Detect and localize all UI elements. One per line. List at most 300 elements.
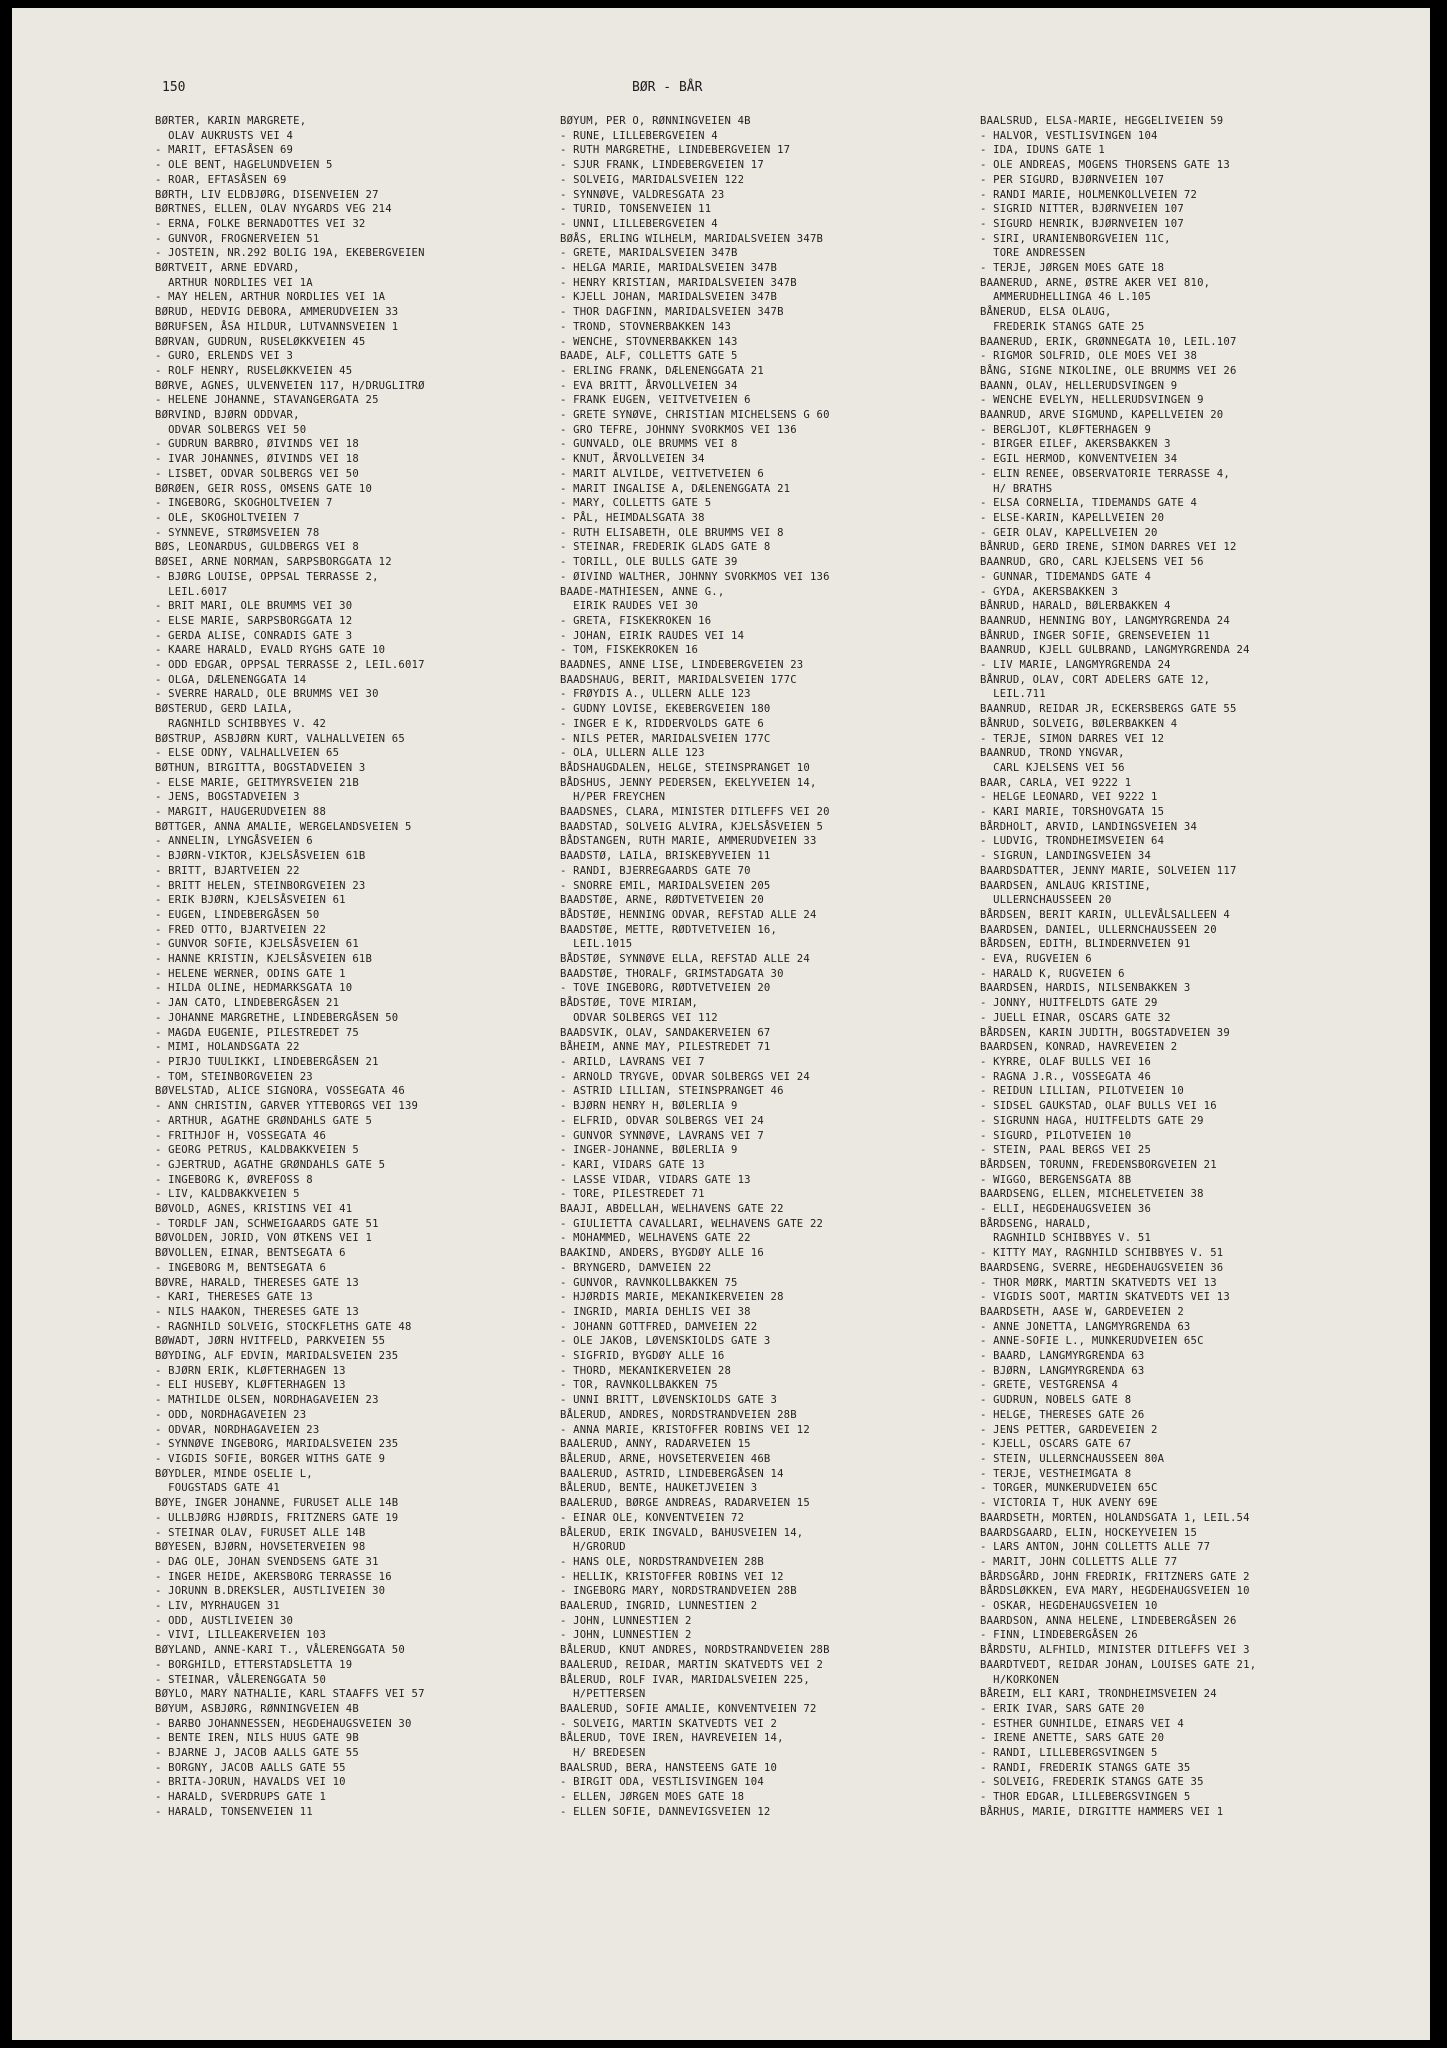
directory-entry: - ELSE MARIE, SARPSBORGGATA 12 xyxy=(155,614,353,627)
directory-entry: - FINN, LINDEBERGÅSEN 26 xyxy=(980,1629,1138,1642)
directory-entry: H/PER FREYCHEN xyxy=(560,791,666,804)
directory-entry: BØSTERUD, GERD LAILA, xyxy=(155,703,294,716)
directory-entry: - GUDNY LOVISE, EKEBERGVEIEN 180 xyxy=(560,703,771,716)
directory-entry: - GEORG PETRUS, KALDBAKKVEIEN 5 xyxy=(155,1144,359,1157)
directory-entry: - WENCHE, STOVNERBAKKEN 143 xyxy=(560,335,738,348)
directory-entry: - LIV, MYRHAUGEN 31 xyxy=(155,1600,280,1613)
directory-entry: - ESTHER GUNHILDE, EINARS VEI 4 xyxy=(980,1717,1184,1730)
directory-entry: - HELGE, THERESES GATE 26 xyxy=(980,1408,1145,1421)
directory-entry: - ROAR, EFTASÅSEN 69 xyxy=(155,173,287,186)
directory-entry: BÅNERUD, ELSA OLAUG, xyxy=(980,306,1112,319)
directory-entry: BØRTNES, ELLEN, OLAV NYGARDS VEG 214 xyxy=(155,203,392,216)
directory-entry: - NILS HAAKON, THERESES GATE 13 xyxy=(155,1305,359,1318)
directory-entry: BÅNRUD, SOLVEIG, BØLERBAKKEN 4 xyxy=(980,717,1178,730)
directory-entry: BAAR, CARLA, VEI 9222 1 xyxy=(980,776,1132,789)
directory-entry: BØVRE, HARALD, THERESES GATE 13 xyxy=(155,1276,359,1289)
directory-entry: BØS, LEONARDUS, GULDBERGS VEI 8 xyxy=(155,541,359,554)
directory-entry: - TROND, STOVNERBAKKEN 143 xyxy=(560,320,732,333)
directory-entry: - ASTRID LILLIAN, STEINSPRANGET 46 xyxy=(560,1085,784,1098)
directory-entry: OLAV AUKRUSTS VEI 4 xyxy=(155,129,294,142)
directory-entry: - RAGNHILD SOLVEIG, STOCKFLETHS GATE 48 xyxy=(155,1320,412,1333)
directory-entry: BØÅS, ERLING WILHELM, MARIDALSVEIEN 347B xyxy=(560,232,824,245)
directory-entry: - JENS, BOGSTADVEIEN 3 xyxy=(155,791,300,804)
directory-entry: BÅNRUD, HARALD, BØLERBAKKEN 4 xyxy=(980,600,1171,613)
directory-entry: - SNORRE EMIL, MARIDALSVEIEN 205 xyxy=(560,879,771,892)
directory-entry: - ERIK BJØRN, KJELSÅSVEIEN 61 xyxy=(155,894,346,907)
directory-entry: BAANRUD, KJELL GULBRAND, LANGMYRGRENDA 24 xyxy=(980,644,1250,657)
directory-entry: BÅLERUD, ARNE, HOVSETERVEIEN 46B xyxy=(560,1452,771,1465)
directory-entry: - ELSE-KARIN, KAPELLVEIEN 20 xyxy=(980,511,1165,524)
directory-entry: BØRØEN, GEIR ROSS, OMSENS GATE 10 xyxy=(155,482,373,495)
directory-entry: - DAG OLE, JOHAN SVENDSENS GATE 31 xyxy=(155,1555,379,1568)
directory-entry: - MARIT, JOHN COLLETTS ALLE 77 xyxy=(980,1555,1178,1568)
directory-entry: - BRITT HELEN, STEINBORGVEIEN 23 xyxy=(155,879,366,892)
directory-entry: BÅNRUD, GERD IRENE, SIMON DARRES VEI 12 xyxy=(980,541,1237,554)
directory-entry: BÅDSHUS, JENNY PEDERSEN, EKELYVEIEN 14, xyxy=(560,776,817,789)
directory-entry: - OLE ANDREAS, MOGENS THORSENS GATE 13 xyxy=(980,159,1230,172)
directory-entry: BAARDSDATTER, JENNY MARIE, SOLVEIEN 117 xyxy=(980,864,1237,877)
directory-entry: - BAARD, LANGMYRGRENDA 63 xyxy=(980,1350,1145,1363)
directory-entry: - HELENE WERNER, ODINS GATE 1 xyxy=(155,967,346,980)
directory-entry: - LARS ANTON, JOHN COLLETTS ALLE 77 xyxy=(980,1541,1211,1554)
directory-entry: BAAKIND, ANDERS, BYGDØY ALLE 16 xyxy=(560,1247,764,1260)
directory-entry: BÅRDSTU, ALFHILD, MINISTER DITLEFFS VEI 3 xyxy=(980,1644,1250,1657)
directory-entry: BØWADT, JØRN HVITFELD, PARKVEIEN 55 xyxy=(155,1335,386,1348)
directory-entry: BØRVIND, BJØRN ODDVAR, xyxy=(155,409,300,422)
directory-entry: - WENCHE EVELYN, HELLERUDSVINGEN 9 xyxy=(980,394,1204,407)
directory-entry: - KNUT, ÅRVOLLVEIEN 34 xyxy=(560,453,705,466)
directory-entry: - HELGA MARIE, MARIDALSVEIEN 347B xyxy=(560,262,778,275)
directory-entry: - ULLBJØRG HJØRDIS, FRITZNERS GATE 19 xyxy=(155,1511,399,1524)
directory-entry: - STEIN, ULLERNCHAUSSEEN 80A xyxy=(980,1452,1165,1465)
directory-entry: - THOR EDGAR, LILLEBERGSVINGEN 5 xyxy=(980,1791,1191,1804)
directory-entry: - BIRGIT ODA, VESTLISVINGEN 104 xyxy=(560,1776,764,1789)
directory-entry: BÅRDSEN, TORUNN, FREDENSBORGVEIEN 21 xyxy=(980,1158,1217,1171)
directory-entry: BAANERUD, ERIK, GRØNNEGATA 10, LEIL.107 xyxy=(980,335,1237,348)
directory-entry: - HARALD, TONSENVEIEN 11 xyxy=(155,1805,313,1818)
directory-entry: BØYLO, MARY NATHALIE, KARL STAAFFS VEI 57 xyxy=(155,1688,425,1701)
directory-entry: - ROLF HENRY, RUSELØKKVEIEN 45 xyxy=(155,364,353,377)
directory-entry: - GUNVOR, RAVNKOLLBAKKEN 75 xyxy=(560,1276,738,1289)
directory-entry: - LIV MARIE, LANGMYRGRENDA 24 xyxy=(980,659,1171,672)
directory-entry: BÅHEIM, ANNE MAY, PILESTREDET 71 xyxy=(560,1041,771,1054)
directory-entry: - HELENE JOHANNE, STAVANGERGATA 25 xyxy=(155,394,379,407)
directory-entry: BØTTGER, ANNA AMALIE, WERGELANDSVEIEN 5 xyxy=(155,820,412,833)
directory-entry: - RIGMOR SOLFRID, OLE MOES VEI 38 xyxy=(980,350,1198,363)
directory-entry: - KARI MARIE, TORSHOVGATA 15 xyxy=(980,806,1165,819)
column-1 xyxy=(155,114,573,1820)
directory-entry: BÅRDSGÅRD, JOHN FREDRIK, FRITZNERS GATE 2 xyxy=(980,1570,1250,1583)
directory-entry: - MARGIT, HAUGERUDVEIEN 88 xyxy=(155,806,327,819)
directory-entry: - GRO TEFRE, JOHNNY SVORKMOS VEI 136 xyxy=(560,423,797,436)
directory-entry: BÅRDSEN, BERIT KARIN, ULLEVÅLSALLEEN 4 xyxy=(980,908,1230,921)
directory-entry: - STEINAR OLAV, FURUSET ALLE 14B xyxy=(155,1526,366,1539)
directory-entry: BÅRDSLØKKEN, EVA MARY, HEGDEHAUGSVEIEN 10 xyxy=(980,1585,1250,1598)
directory-entry: - LIV, KALDBAKKVEIEN 5 xyxy=(155,1188,300,1201)
directory-entry: BAARDSEN, HARDIS, NILSENBAKKEN 3 xyxy=(980,982,1191,995)
directory-entry: - BJØRN, LANGMYRGRENDA 63 xyxy=(980,1364,1145,1377)
directory-entry: - ELLEN SOFIE, DANNEVIGSVEIEN 12 xyxy=(560,1805,771,1818)
directory-entry: - OLA, ULLERN ALLE 123 xyxy=(560,747,705,760)
directory-entry: BAADSTØ, LAILA, BRISKEBYVEIEN 11 xyxy=(560,850,771,863)
directory-entry: BØRVAN, GUDRUN, RUSELØKKVEIEN 45 xyxy=(155,335,366,348)
directory-entry: ODVAR SOLBERGS VEI 112 xyxy=(560,1011,718,1024)
directory-entry: - GUNNAR, TIDEMANDS GATE 4 xyxy=(980,570,1152,583)
directory-entry: - REIDUN LILLIAN, PILOTVEIEN 10 xyxy=(980,1085,1184,1098)
directory-entry: BAARDSENG, SVERRE, HEGDEHAUGSVEIEN 36 xyxy=(980,1261,1224,1274)
directory-entry: BØRTVEIT, ARNE EDVARD, xyxy=(155,262,300,275)
directory-entry: - THORD, MEKANIKERVEIEN 28 xyxy=(560,1364,732,1377)
directory-entry: - OLE JAKOB, LØVENSKIOLDS GATE 3 xyxy=(560,1335,771,1348)
directory-entry: - ANNELIN, LYNGÅSVEIEN 6 xyxy=(155,835,313,848)
directory-entry: BAANN, OLAV, HELLERUDSVINGEN 9 xyxy=(980,379,1178,392)
directory-entry: - RANDI MARIE, HOLMENKOLLVEIEN 72 xyxy=(980,188,1198,201)
directory-entry: BØYUM, ASBJØRG, RØNNINGVEIEN 4B xyxy=(155,1702,359,1715)
directory-entry: - BJARNE J, JACOB AALLS GATE 55 xyxy=(155,1747,359,1760)
directory-entry: BAALSRUD, ELSA-MARIE, HEGGELIVEIEN 59 xyxy=(980,115,1224,127)
directory-entry: LEIL.6017 xyxy=(155,585,228,598)
directory-entry: - JAN CATO, LINDEBERGÅSEN 21 xyxy=(155,997,340,1010)
directory-entry: BÅREIM, ELI KARI, TRONDHEIMSVEIEN 24 xyxy=(980,1688,1217,1701)
directory-entry: BAARDSEN, KONRAD, HAVREVEIEN 2 xyxy=(980,1041,1178,1054)
directory-entry: - ELFRID, ODVAR SOLBERGS VEI 24 xyxy=(560,1114,764,1127)
directory-entry: BÅRDSEN, EDITH, BLINDERNVEIEN 91 xyxy=(980,938,1191,951)
directory-entry: BAALERUD, SOFIE AMALIE, KONVENTVEIEN 72 xyxy=(560,1702,817,1715)
directory-entry: - RUNE, LILLEBERGVEIEN 4 xyxy=(560,129,718,142)
directory-entry: - HANNE KRISTIN, KJELSÅSVEIEN 61B xyxy=(155,953,373,966)
directory-entry: - ANNE JONETTA, LANGMYRGRENDA 63 xyxy=(980,1320,1191,1333)
directory-entry: - PIRJO TUULIKKI, LINDEBERGÅSEN 21 xyxy=(155,1056,379,1068)
directory-entry: - LASSE VIDAR, VIDARS GATE 13 xyxy=(560,1173,751,1186)
directory-entry: - EGIL HERMOD, KONVENTVEIEN 34 xyxy=(980,453,1178,466)
directory-entry: - HALVOR, VESTLISVINGEN 104 xyxy=(980,129,1158,142)
directory-entry: - IDA, IDUNS GATE 1 xyxy=(980,144,1105,157)
directory-entry: - EUGEN, LINDEBERGÅSEN 50 xyxy=(155,908,320,921)
directory-entry: - BERGLJOT, KLØFTERHAGEN 9 xyxy=(980,423,1152,436)
directory-entry: BÅLERUD, ANDRES, NORDSTRANDVEIEN 28B xyxy=(560,1408,797,1421)
directory-entry: - ANNE-SOFIE L., MUNKERUDVEIEN 65C xyxy=(980,1335,1204,1348)
directory-entry: BÅRHUS, MARIE, DIRGITTE HAMMERS VEI 1 xyxy=(980,1805,1224,1818)
directory-entry: BØYE, INGER JOHANNE, FURUSET ALLE 14B xyxy=(155,1497,399,1510)
directory-entry: - GYDA, AKERSBAKKEN 3 xyxy=(980,585,1119,598)
directory-entry: - HELGE LEONARD, VEI 9222 1 xyxy=(980,791,1158,804)
directory-entry: BØTHUN, BIRGITTA, BOGSTADVEIEN 3 xyxy=(155,761,366,774)
directory-entry: BÅLERUD, TOVE IREN, HAVREVEIEN 14, xyxy=(560,1732,784,1745)
directory-entry: RAGNHILD SCHIBBYES V. 42 xyxy=(155,717,327,730)
directory-entry: BAANRUD, GRO, CARL KJELSENS VEI 56 xyxy=(980,556,1204,569)
directory-entry: RAGNHILD SCHIBBYES V. 51 xyxy=(980,1232,1152,1245)
directory-entry: - GUNVALD, OLE BRUMMS VEI 8 xyxy=(560,438,738,451)
directory-entry: - THOR MØRK, MARTIN SKATVEDTS VEI 13 xyxy=(980,1276,1217,1289)
directory-entry: - ODD, NORDHAGAVEIEN 23 xyxy=(155,1408,307,1421)
directory-entry: - HANS OLE, NORDSTRANDVEIEN 28B xyxy=(560,1555,764,1568)
directory-entry: ODVAR SOLBERGS VEI 50 xyxy=(155,423,307,436)
directory-entry: BÅLERUD, ROLF IVAR, MARIDALSVEIEN 225, xyxy=(560,1673,810,1686)
directory-entry: - KJELL, OSCARS GATE 67 xyxy=(980,1438,1132,1451)
directory-entry: - TERJE, JØRGEN MOES GATE 18 xyxy=(980,262,1165,275)
directory-entry: - ARNOLD TRYGVE, ODVAR SOLBERGS VEI 24 xyxy=(560,1070,810,1083)
directory-entry: - ELI HUSEBY, KLØFTERHAGEN 13 xyxy=(155,1379,346,1392)
directory-entry: - IVAR JOHANNES, ØIVINDS VEI 18 xyxy=(155,453,359,466)
directory-entry: - BORGNY, JACOB AALLS GATE 55 xyxy=(155,1761,346,1774)
directory-entry: - ERLING FRANK, DÆLENENGGATA 21 xyxy=(560,364,764,377)
directory-entry: - JUELL EINAR, OSCARS GATE 32 xyxy=(980,1011,1171,1024)
directory-entry: - JOHANN GOTTFRED, DAMVEIEN 22 xyxy=(560,1320,758,1333)
directory-entry: BÅRDHOLT, ARVID, LANDINGSVEIEN 34 xyxy=(980,820,1198,833)
directory-entry: - SOLVEIG, MARIDALSVEIEN 122 xyxy=(560,173,745,186)
directory-entry: H/KORKONEN xyxy=(980,1673,1059,1686)
directory-entry: - TORGER, MUNKERUDVEIEN 65C xyxy=(980,1482,1158,1495)
directory-entry: - INGEBORG M, BENTSEGATA 6 xyxy=(155,1261,327,1274)
directory-entry: - JONNY, HUITFELDTS GATE 29 xyxy=(980,997,1158,1010)
directory-entry: - BRIT MARI, OLE BRUMMS VEI 30 xyxy=(155,600,353,613)
directory-entry: - GRETE, VESTGRENSA 4 xyxy=(980,1379,1119,1392)
directory-entry: - SOLVEIG, MARTIN SKATVEDTS VEI 2 xyxy=(560,1717,778,1730)
directory-entry: - GUDRUN BARBRO, ØIVINDS VEI 18 xyxy=(155,438,359,451)
directory-entry: - MAY HELEN, ARTHUR NORDLIES VEI 1A xyxy=(155,291,386,304)
directory-entry: - SIGURD HENRIK, BJØRNVEIEN 107 xyxy=(980,217,1184,230)
directory-entry: - KARI, VIDARS GATE 13 xyxy=(560,1158,705,1171)
directory-entry: - GUNVOR SYNNØVE, LAVRANS VEI 7 xyxy=(560,1129,764,1142)
directory-entry: - INGEBORG K, ØVREFOSS 8 xyxy=(155,1173,313,1186)
directory-entry: - BORGHILD, ETTERSTADSLETTA 19 xyxy=(155,1658,353,1671)
directory-entry: - GRETA, FISKEKROKEN 16 xyxy=(560,614,712,627)
directory-entry: - BJØRN HENRY H, BØLERLIA 9 xyxy=(560,1100,738,1113)
directory-entry: - RANDI, BJERREGAARDS GATE 70 xyxy=(560,864,751,877)
directory-entry: - SYNNEVE, STRØMSVEIEN 78 xyxy=(155,526,320,539)
directory-entry: - ODVAR, NORDHAGAVEIEN 23 xyxy=(155,1423,320,1436)
directory-entry: - BRITA-JORUN, HAVALDS VEI 10 xyxy=(155,1776,346,1789)
directory-entry: - HELLIK, KRISTOFFER ROBINS VEI 12 xyxy=(560,1570,784,1583)
directory-entry: - FRØYDIS A., ULLERN ALLE 123 xyxy=(560,688,751,701)
directory-entry: - TORDLF JAN, SCHWEIGAARDS GATE 51 xyxy=(155,1217,379,1230)
directory-entry: AMMERUDHELLINGA 46 L.105 xyxy=(980,291,1152,304)
directory-entry: - NILS PETER, MARIDALSVEIEN 177C xyxy=(560,732,771,745)
directory-entry: - TORILL, OLE BULLS GATE 39 xyxy=(560,556,738,569)
directory-entry: - VIGDIS SOOT, MARTIN SKATVEDTS VEI 13 xyxy=(980,1291,1230,1304)
directory-entry: BAADSNES, CLARA, MINISTER DITLEFFS VEI 20 xyxy=(560,806,830,819)
directory-entry: - WIGGO, BERGENSGATA 8B xyxy=(980,1173,1132,1186)
directory-entry: - OLE BENT, HAGELUNDVEIEN 5 xyxy=(155,159,333,172)
directory-entry: - VIGDIS SOFIE, BORGER WITHS GATE 9 xyxy=(155,1452,386,1465)
column-3 xyxy=(980,114,1398,1820)
directory-entry: BÅNRUD, INGER SOFIE, GRENSEVEIEN 11 xyxy=(980,629,1211,642)
directory-entry: - SYNNØVE, VALDRESGATA 23 xyxy=(560,188,725,201)
directory-entry: - BJØRN ERIK, KLØFTERHAGEN 13 xyxy=(155,1364,346,1377)
directory-entry: BAADSHAUG, BERIT, MARIDALSVEIEN 177C xyxy=(560,673,797,686)
directory-entry: BØVOLD, AGNES, KRISTINS VEI 41 xyxy=(155,1203,353,1216)
directory-entry: - EVA, RUGVEIEN 6 xyxy=(980,953,1092,966)
directory-entry: - STEINAR, FREDERIK GLADS GATE 8 xyxy=(560,541,771,554)
directory-entry: - SIDSEL GAUKSTAD, OLAF BULLS VEI 16 xyxy=(980,1100,1217,1113)
directory-entry: BAALSRUD, BERA, HANSTEENS GATE 10 xyxy=(560,1761,778,1774)
directory-entry: - MARIT, EFTASÅSEN 69 xyxy=(155,144,294,157)
directory-page xyxy=(12,8,1430,2040)
directory-entry: - BJØRG LOUISE, OPPSAL TERRASSE 2, xyxy=(155,570,379,583)
directory-entry: BAALERUD, ASTRID, LINDEBERGÅSEN 14 xyxy=(560,1467,784,1480)
directory-entry: - GJERTRUD, AGATHE GRØNDAHLS GATE 5 xyxy=(155,1158,386,1171)
directory-entry: - ØIVIND WALTHER, JOHNNY SVORKMOS VEI 136 xyxy=(560,570,830,583)
directory-entry: BÅLERUD, ERIK INGVALD, BAHUSVEIEN 14, xyxy=(560,1526,804,1539)
directory-entry: BØRTER, KARIN MARGRETE, xyxy=(155,115,307,127)
directory-entry: - ELSE MARIE, GEITMYRSVEIEN 21B xyxy=(155,776,359,789)
directory-entry: - ANNA MARIE, KRISTOFFER ROBINS VEI 12 xyxy=(560,1423,810,1436)
directory-entry: BØRTH, LIV ELDBJØRG, DISENVEIEN 27 xyxy=(155,188,379,201)
directory-entry: BAANRUD, HENNING BOY, LANGMYRGRENDA 24 xyxy=(980,614,1230,627)
directory-entry: BAANRUD, ARVE SIGMUND, KAPELLVEIEN 20 xyxy=(980,409,1224,422)
directory-entry: BAALERUD, REIDAR, MARTIN SKATVEDTS VEI 2 xyxy=(560,1658,824,1671)
directory-entry: BØYESEN, BJØRN, HOVSETERVEIEN 98 xyxy=(155,1541,366,1554)
directory-entry: BÅRDSEN, KARIN JUDITH, BOGSTADVEIEN 39 xyxy=(980,1026,1230,1039)
directory-entry: LEIL.711 xyxy=(980,688,1046,701)
directory-entry: BÅDSTANGEN, RUTH MARIE, AMMERUDVEIEN 33 xyxy=(560,835,817,848)
directory-entry: - HILDA OLINE, HEDMARKSGATA 10 xyxy=(155,982,353,995)
directory-entry: - TOM, FISKEKROKEN 16 xyxy=(560,644,699,657)
directory-entry: - INGEBORG MARY, NORDSTRANDVEIEN 28B xyxy=(560,1585,797,1598)
directory-entry: - STEINAR, VÅLERENGGATA 50 xyxy=(155,1673,327,1686)
directory-entry: BAARDSGAARD, ELIN, HOCKEYVEIEN 15 xyxy=(980,1526,1198,1539)
directory-entry: - TERJE, SIMON DARRES VEI 12 xyxy=(980,732,1165,745)
directory-entry: - GRETE SYNØVE, CHRISTIAN MICHELSENS G 60 xyxy=(560,409,830,422)
directory-entry: - ERIK IVAR, SARS GATE 20 xyxy=(980,1702,1145,1715)
directory-entry: BAANRUD, REIDAR JR, ECKERSBERGS GATE 55 xyxy=(980,703,1237,716)
directory-entry: - MIMI, HOLANDSGATA 22 xyxy=(155,1041,300,1054)
directory-entry: BAADSTØE, METTE, RØDTVETVEIEN 16, xyxy=(560,923,778,936)
directory-entry: CARL KJELSENS VEI 56 xyxy=(980,761,1125,774)
directory-entry: BAARDSENG, ELLEN, MICHELETVEIEN 38 xyxy=(980,1188,1204,1201)
directory-entry: - SIGRUNN HAGA, HUITFELDTS GATE 29 xyxy=(980,1114,1204,1127)
directory-entry: - INGER E K, RIDDERVOLDS GATE 6 xyxy=(560,717,764,730)
directory-entry: - VIVI, LILLEAKERVEIEN 103 xyxy=(155,1629,327,1642)
directory-entry: - RANDI, LILLEBERGSVINGEN 5 xyxy=(980,1747,1158,1760)
directory-entry: - TORE, PILESTREDET 71 xyxy=(560,1188,705,1201)
directory-entry: - ELLEN, JØRGEN MOES GATE 18 xyxy=(560,1791,745,1804)
directory-entry: - SJUR FRANK, LINDEBERGVEIEN 17 xyxy=(560,159,764,172)
directory-entry: - SIGRID NITTER, BJØRNVEIEN 107 xyxy=(980,203,1184,216)
directory-entry: - HARALD K, RUGVEIEN 6 xyxy=(980,967,1125,980)
directory-entry: - ELSE ODNY, VALHALLVEIEN 65 xyxy=(155,747,340,760)
directory-entry: BAAJI, ABDELLAH, WELHAVENS GATE 22 xyxy=(560,1203,784,1216)
directory-entry: BAARDSEN, DANIEL, ULLERNCHAUSSEEN 20 xyxy=(980,923,1217,936)
directory-entry: - ODD, AUSTLIVEIEN 30 xyxy=(155,1614,294,1627)
directory-entry: - HENRY KRISTIAN, MARIDALSVEIEN 347B xyxy=(560,276,797,289)
directory-entry: - KYRRE, OLAF BULLS VEI 16 xyxy=(980,1056,1152,1068)
directory-entry: - KITTY MAY, RAGNHILD SCHIBBYES V. 51 xyxy=(980,1247,1224,1260)
directory-entry: ULLERNCHAUSSEEN 20 xyxy=(980,894,1112,907)
directory-entry: BAANRUD, TROND YNGVAR, xyxy=(980,747,1125,760)
page-number: 150 xyxy=(162,80,186,95)
directory-entry: - BJØRN-VIKTOR, KJELSÅSVEIEN 61B xyxy=(155,850,366,863)
directory-entry: - ARTHUR, AGATHE GRØNDAHLS GATE 5 xyxy=(155,1114,373,1127)
directory-entry: - OSKAR, HEGDEHAUGSVEIEN 10 xyxy=(980,1600,1158,1613)
directory-entry: - THOR DAGFINN, MARIDALSVEIEN 347B xyxy=(560,306,784,319)
directory-entry: - ELLI, HEGDEHAUGSVEIEN 36 xyxy=(980,1203,1152,1216)
directory-entry: - MOHAMMED, WELHAVENS GATE 22 xyxy=(560,1232,751,1245)
directory-entry: - BRYNGERD, DAMVEIEN 22 xyxy=(560,1261,712,1274)
directory-entry: BØYUM, PER O, RØNNINGVEIEN 4B xyxy=(560,115,751,127)
directory-entry: - GRETE, MARIDALSVEIEN 347B xyxy=(560,247,738,260)
directory-entry: - EVA BRITT, ÅRVOLLVEIEN 34 xyxy=(560,379,738,392)
column-2 xyxy=(560,114,978,1820)
directory-entry: - RUTH MARGRETHE, LINDEBERGVEIEN 17 xyxy=(560,144,791,157)
directory-entry: BAADSTØE, THORALF, GRIMSTADGATA 30 xyxy=(560,967,784,980)
directory-entry: BØSEI, ARNE NORMAN, SARPSBORGGATA 12 xyxy=(155,556,392,569)
directory-entry: - UNNI BRITT, LØVENSKIOLDS GATE 3 xyxy=(560,1394,778,1407)
directory-entry: - MATHILDE OLSEN, NORDHAGAVEIEN 23 xyxy=(155,1394,379,1407)
directory-entry: - GIULIETTA CAVALLARI, WELHAVENS GATE 22 xyxy=(560,1217,824,1230)
directory-entry: BØVOLLEN, EINAR, BENTSEGATA 6 xyxy=(155,1247,346,1260)
directory-entry: - FRANK EUGEN, VEITVETVEIEN 6 xyxy=(560,394,751,407)
directory-entry: - JORUNN B.DREKSLER, AUSTLIVEIEN 30 xyxy=(155,1585,386,1598)
directory-entry: - JENS PETTER, GARDEVEIEN 2 xyxy=(980,1423,1158,1436)
directory-entry: - UNNI, LILLEBERGVEIEN 4 xyxy=(560,217,718,230)
directory-entry: - SIGFRID, BYGDØY ALLE 16 xyxy=(560,1350,725,1363)
directory-entry: - ARILD, LAVRANS VEI 7 xyxy=(560,1056,705,1068)
directory-entry: BAARDTVEDT, REIDAR JOHAN, LOUISES GATE 21, xyxy=(980,1658,1257,1671)
directory-entry: BØSTRUP, ASBJØRN KURT, VALHALLVEIEN 65 xyxy=(155,732,405,745)
directory-entry: - JOHN, LUNNESTIEN 2 xyxy=(560,1614,692,1627)
directory-entry: - INGER HEIDE, AKERSBORG TERRASSE 16 xyxy=(155,1570,392,1583)
directory-entry: - EINAR OLE, KONVENTVEIEN 72 xyxy=(560,1511,745,1524)
directory-entry: - GEIR OLAV, KAPELLVEIEN 20 xyxy=(980,526,1158,539)
directory-entry: BØYDLER, MINDE OSELIE L, xyxy=(155,1467,313,1480)
directory-entry: - IRENE ANETTE, SARS GATE 20 xyxy=(980,1732,1165,1745)
directory-entry: - TOR, RAVNKOLLBAKKEN 75 xyxy=(560,1379,718,1392)
directory-entry: - HARALD, SVERDRUPS GATE 1 xyxy=(155,1791,327,1804)
directory-entry: - LUDVIG, TRONDHEIMSVEIEN 64 xyxy=(980,835,1165,848)
directory-entry: BÅNRUD, OLAV, CORT ADELERS GATE 12, xyxy=(980,673,1211,686)
directory-entry: - JOHAN, EIRIK RAUDES VEI 14 xyxy=(560,629,745,642)
directory-entry: - STEIN, PAAL BERGS VEI 25 xyxy=(980,1144,1152,1157)
directory-entry: BAADSTAD, SOLVEIG ALVIRA, KJELSÅSVEIEN 5 xyxy=(560,820,824,833)
directory-entry: BAADE-MATHIESEN, ANNE G., xyxy=(560,585,725,598)
directory-entry: - LISBET, ODVAR SOLBERGS VEI 50 xyxy=(155,467,359,480)
directory-entry: BØRUD, HEDVIG DEBORA, AMMERUDVEIEN 33 xyxy=(155,306,399,319)
directory-entry: - KAARE HARALD, EVALD RYGHS GATE 10 xyxy=(155,644,386,657)
directory-entry: BAANERUD, ARNE, ØSTRE AKER VEI 810, xyxy=(980,276,1211,289)
directory-entry: - GUNVOR SOFIE, KJELSÅSVEIEN 61 xyxy=(155,938,359,951)
directory-entry: - HJØRDIS MARIE, MEKANIKERVEIEN 28 xyxy=(560,1291,784,1304)
directory-entry: - INGEBORG, SKOGHOLTVEIEN 7 xyxy=(155,497,333,510)
directory-entry: - ODD EDGAR, OPPSAL TERRASSE 2, LEIL.6017 xyxy=(155,659,425,672)
directory-entry: BÅDSHAUGDALEN, HELGE, STEINSPRANGET 10 xyxy=(560,761,810,774)
directory-entry: TORE ANDRESSEN xyxy=(980,247,1086,260)
directory-entry: - SYNNØVE INGEBORG, MARIDALSVEIEN 235 xyxy=(155,1438,399,1451)
directory-entry: - PER SIGURD, BJØRNVEIEN 107 xyxy=(980,173,1165,186)
directory-entry: - RUTH ELISABETH, OLE BRUMMS VEI 8 xyxy=(560,526,784,539)
directory-entry: - SIRI, URANIENBORGVEIEN 11C, xyxy=(980,232,1171,245)
directory-entry: - GUDRUN, NOBELS GATE 8 xyxy=(980,1394,1132,1407)
directory-entry: H/ BREDESEN xyxy=(560,1747,646,1760)
directory-entry: - SIGURD, PILOTVEIEN 10 xyxy=(980,1129,1132,1142)
directory-entry: - MARIT INGALISE A, DÆLENENGGATA 21 xyxy=(560,482,791,495)
page-header xyxy=(12,80,1430,102)
directory-entry: BÅDSTØE, TOVE MIRIAM, xyxy=(560,997,699,1010)
directory-entry: H/ BRATHS xyxy=(980,482,1053,495)
directory-entry: - FRED OTTO, BJARTVEIEN 22 xyxy=(155,923,327,936)
directory-entry: BAARDSEN, ANLAUG KRISTINE, xyxy=(980,879,1152,892)
directory-entry: - GERDA ALISE, CONRADIS GATE 3 xyxy=(155,629,353,642)
directory-entry: - ELSA CORNELIA, TIDEMANDS GATE 4 xyxy=(980,497,1198,510)
directory-entry: - BRITT, BJARTVEIEN 22 xyxy=(155,864,300,877)
directory-entry: - TOM, STEINBORGVEIEN 23 xyxy=(155,1070,313,1083)
directory-entry: - ELIN RENEE, OBSERVATORIE TERRASSE 4, xyxy=(980,467,1230,480)
directory-entry: LEIL.1015 xyxy=(560,938,633,951)
directory-entry: BAARDSETH, AASE W, GARDEVEIEN 2 xyxy=(980,1305,1184,1318)
directory-entry: - PÅL, HEIMDALSGATA 38 xyxy=(560,511,705,524)
directory-entry: - TERJE, VESTHEIMGATA 8 xyxy=(980,1467,1132,1480)
directory-entry: - MAGDA EUGENIE, PILESTREDET 75 xyxy=(155,1026,359,1039)
